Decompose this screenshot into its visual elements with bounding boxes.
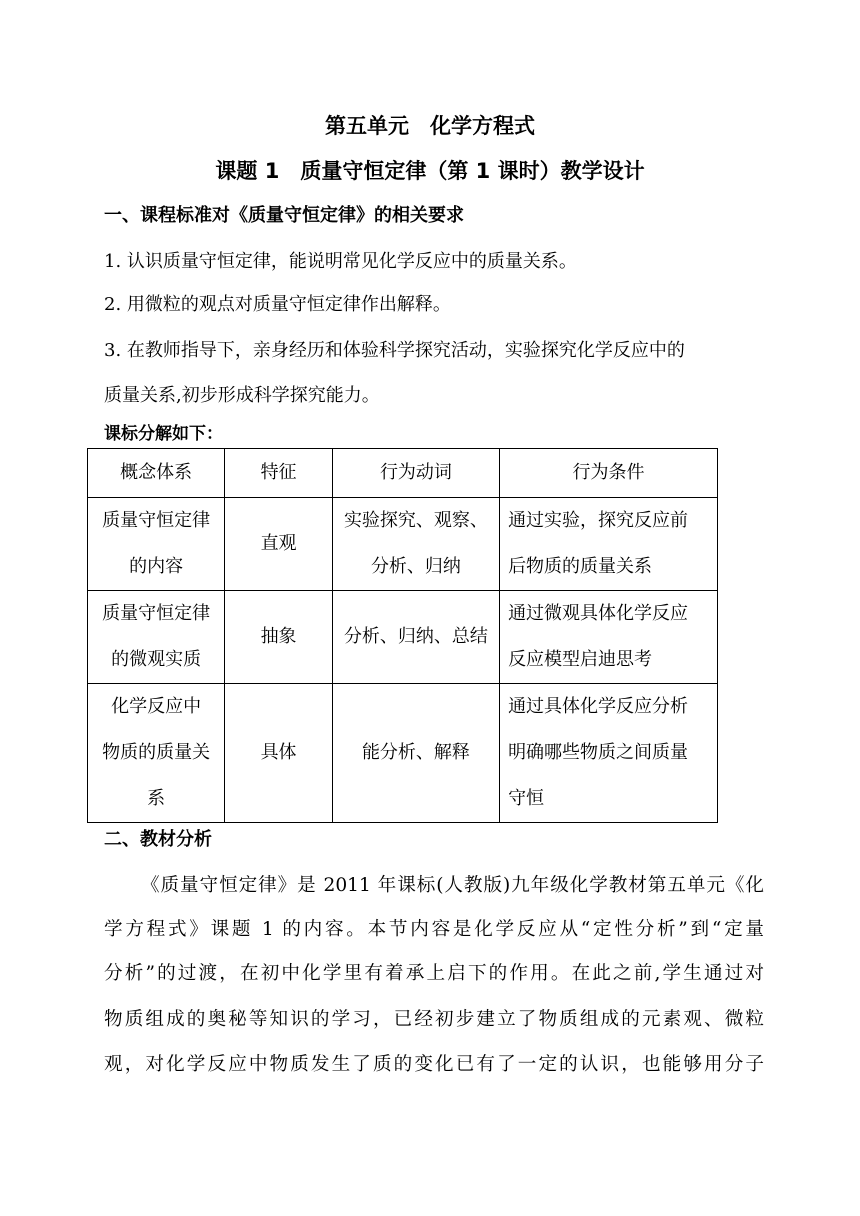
table-header-cell: 概念体系 [88, 449, 225, 498]
paragraph-line: 观，对化学反应中物质发生了质的变化已有了一定的认识，也能够用分子 [104, 1054, 764, 1075]
requirement-item-3: 3. 在教师指导下，亲身经历和体验科学探究活动，实验探究化学反应中的 [104, 340, 685, 361]
standards-table [87, 448, 718, 823]
verb-cell: 能分析、解释 [332, 684, 499, 823]
section2-heading: 二、教材分析 [104, 829, 212, 850]
table-row [88, 498, 718, 591]
concept-cell: 质量守恒定律 的内容 [88, 498, 225, 591]
unit-title: 第五单元 化学方程式 [325, 114, 535, 138]
feature-cell: 具体 [225, 684, 333, 823]
table-header-cell: 行为条件 [500, 449, 718, 498]
table-caption: 课标分解如下： [104, 424, 223, 444]
feature-cell: 直观 [225, 498, 333, 591]
section1-heading: 一、课程标准对《质量守恒定律》的相关要求 [104, 205, 464, 226]
feature-cell: 抽象 [225, 591, 333, 684]
concept-cell: 化学反应中 物质的质量关 系 [88, 684, 225, 823]
lesson-title: 课题 1 质量守恒定律（第 1 课时）教学设计 [215, 159, 645, 183]
table-header-row [88, 449, 718, 498]
table-row [88, 591, 718, 684]
paragraph-line: 《质量守恒定律》是 2011 年课标(人教版)九年级化学教材第五单元《化 [141, 875, 764, 896]
verb-cell: 分析、归纳、总结 [332, 591, 499, 684]
table-header-cell: 行为动词 [332, 449, 499, 498]
table-header-cell: 特征 [225, 449, 333, 498]
paragraph-line: 分析”的过渡，在初中化学里有着承上启下的作用。在此之前,学生通过对 [104, 963, 764, 984]
requirement-item-3-cont: 质量关系,初步形成科学探究能力。 [104, 385, 380, 406]
paragraph-line: 学方程式》课题 1 的内容。本节内容是化学反应从“定性分析”到“定量 [104, 919, 764, 940]
table-row [88, 684, 718, 823]
requirement-item-1: 1. 认识质量守恒定律，能说明常见化学反应中的质量关系。 [104, 251, 577, 272]
requirement-item-2: 2. 用微粒的观点对质量守恒定律作出解释。 [104, 294, 451, 315]
condition-cell: 通过具体化学反应分析 明确哪些物质之间质量 守恒 [500, 684, 718, 823]
paragraph-line: 物质组成的奥秘等知识的学习，已经初步建立了物质组成的元素观、微粒 [104, 1009, 764, 1030]
condition-cell: 通过微观具体化学反应 反应模型启迪思考 [500, 591, 718, 684]
concept-cell: 质量守恒定律 的微观实质 [88, 591, 225, 684]
condition-cell: 通过实验，探究反应前 后物质的质量关系 [500, 498, 718, 591]
verb-cell: 实验探究、观察、 分析、归纳 [332, 498, 499, 591]
